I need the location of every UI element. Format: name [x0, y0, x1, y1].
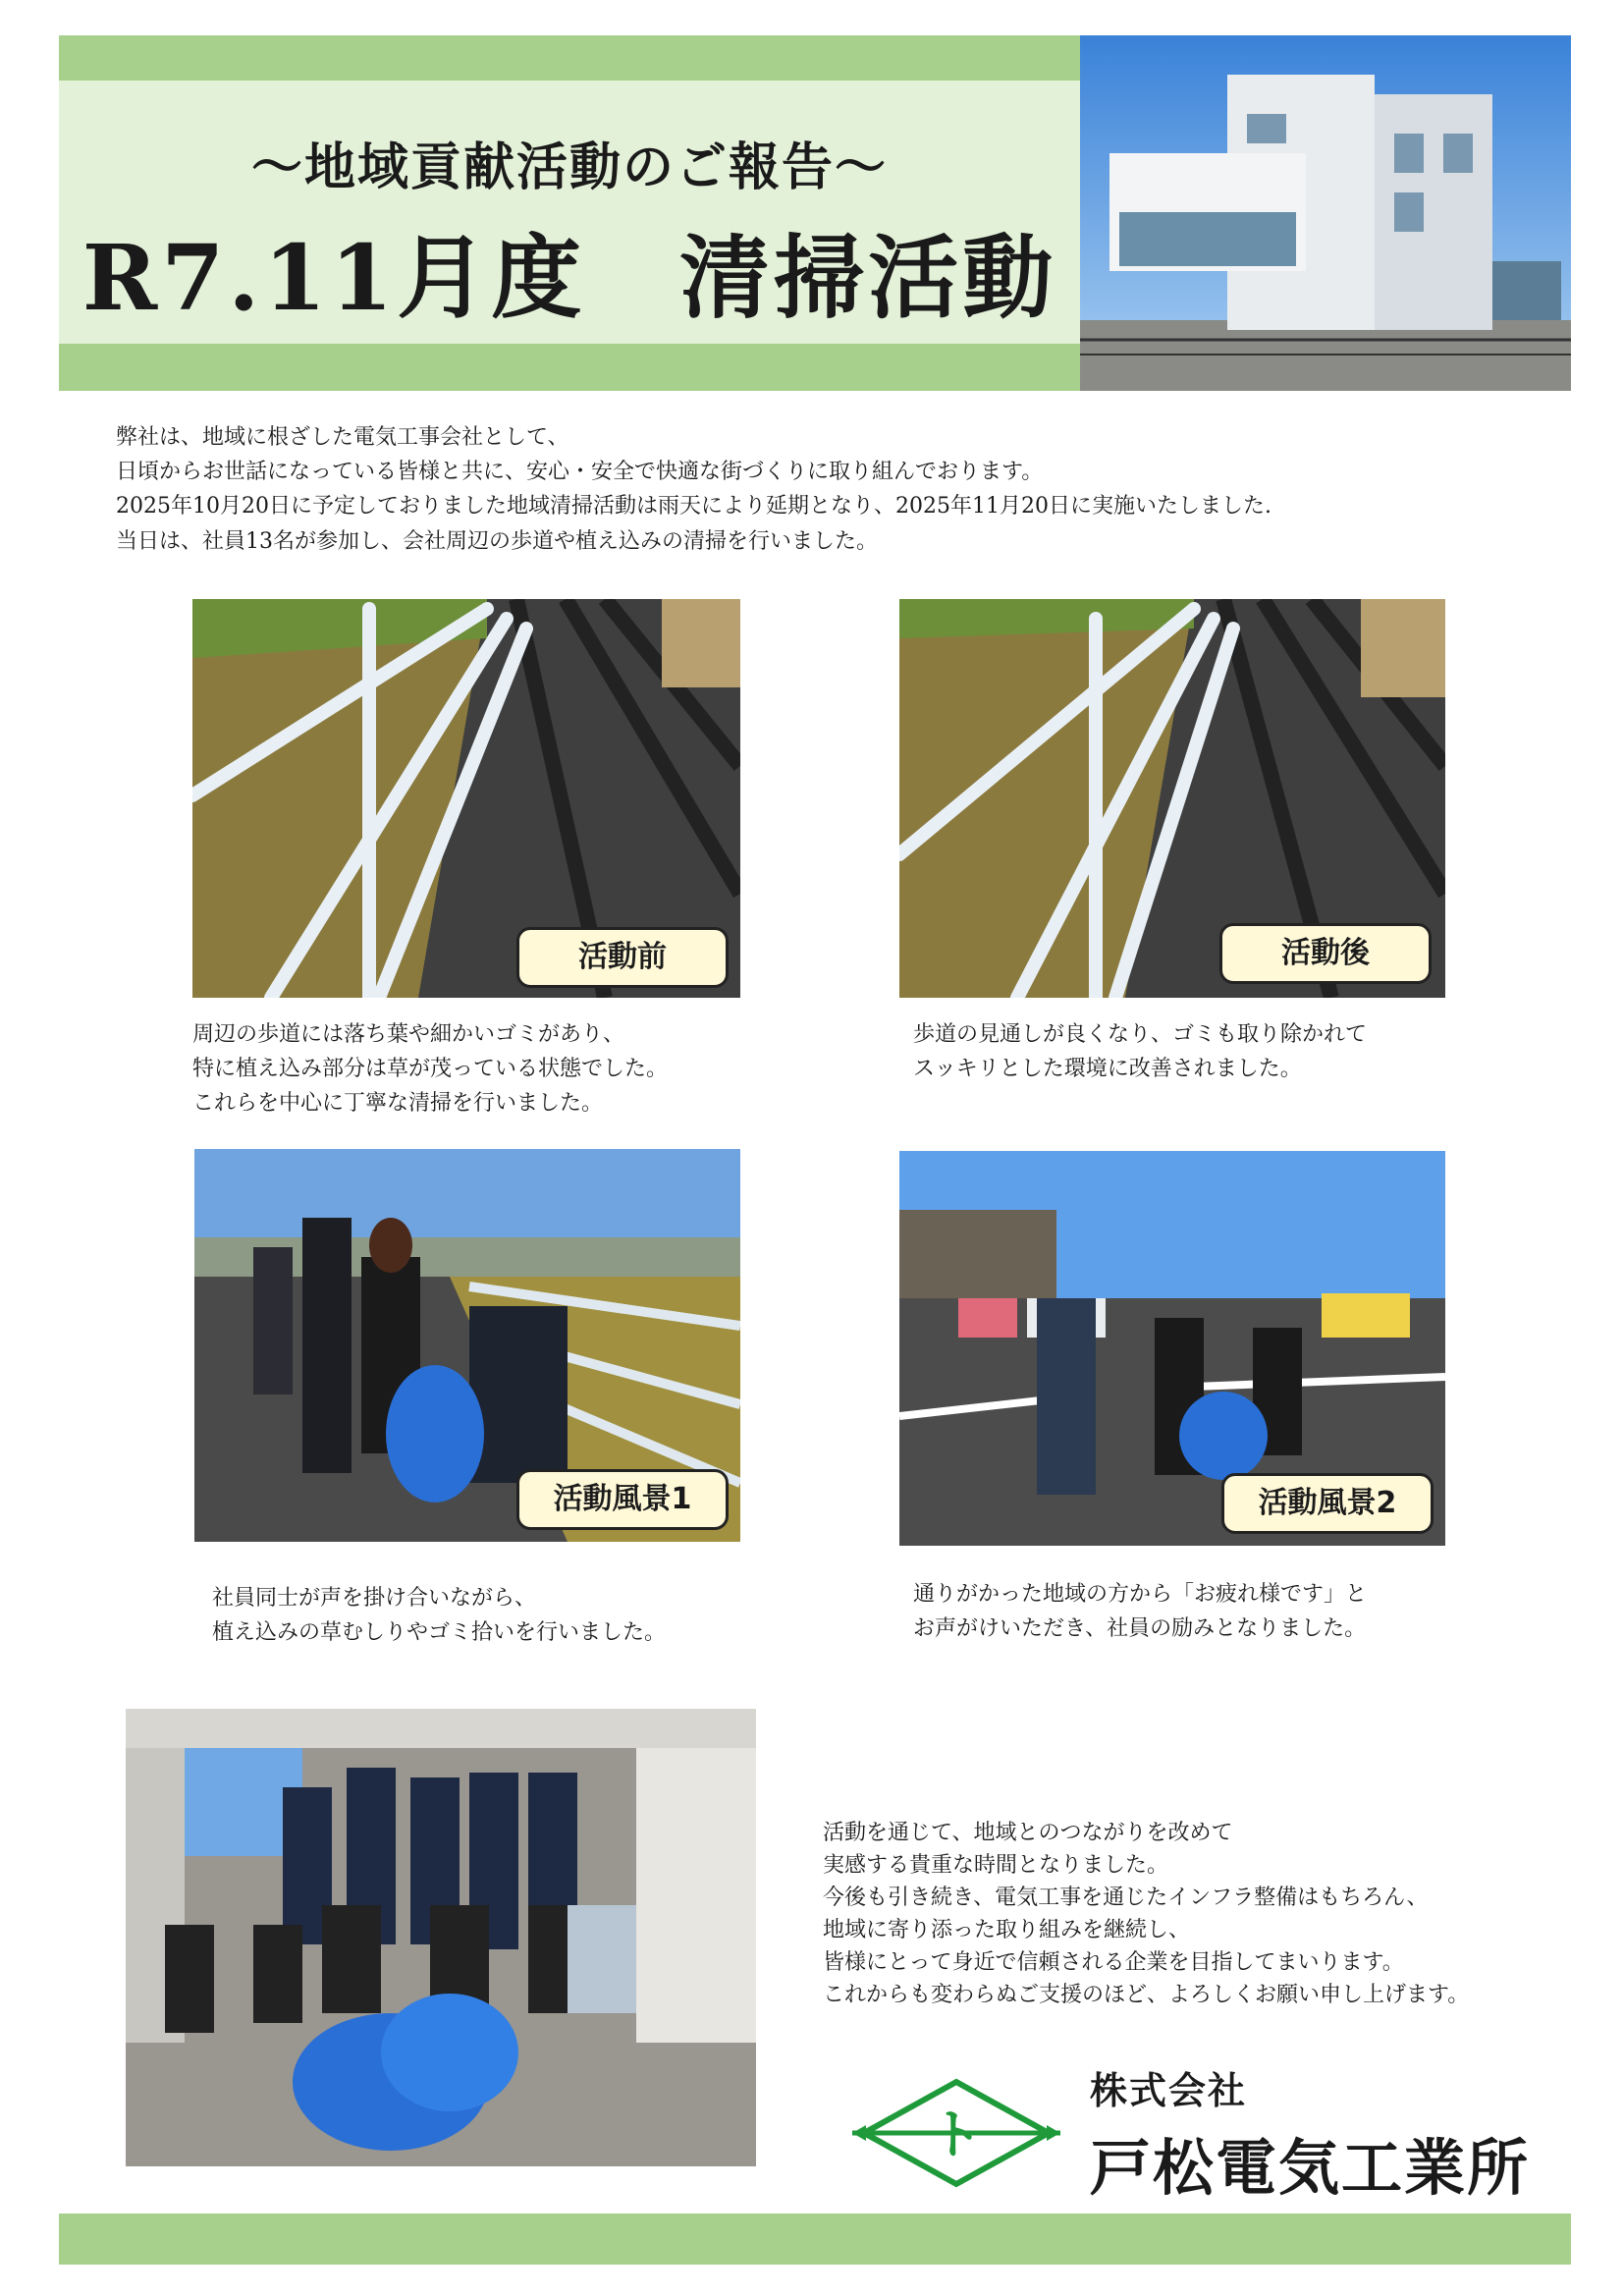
scene1-caption [212, 1581, 801, 1650]
scene2-label: 活動風景2 [1221, 1473, 1434, 1534]
company-prefix: 株式会社 [1090, 2068, 1248, 2112]
caption-line: 通りがかった地域の方から「お疲れ様です」と [913, 1582, 1368, 1607]
caption-line: お声がけいただき、社員の励みとなりました。 [913, 1616, 1367, 1642]
caption-line: 特に植え込み部分は草が茂っている状態でした。 [192, 1057, 669, 1082]
group-photo [126, 1709, 756, 2166]
after-caption [913, 1017, 1502, 1086]
caption-line: 歩道の見通しが良くなり、ゴミも取り除かれて [913, 1022, 1368, 1047]
scene2-photo [899, 1151, 1445, 1546]
caption-line: 植え込みの草むしりやゴミ拾いを行いました。 [212, 1620, 667, 1646]
before-label: 活動前 [516, 927, 729, 988]
page-subtitle: ～地域貢献活動のご報告～ [250, 137, 888, 197]
intro-line: 日頃からお世話になっている皆様と共に、安心・安全で快適な街づくりに取り組んでおります。 [116, 460, 1044, 485]
intro-line: 当日は、社員13名が参加し、会社周辺の歩道や植え込みの清掃を行いました。 [116, 528, 878, 554]
company-logo [852, 2072, 1060, 2194]
closing-line: 活動を通じて、地域とのつながりを改めて [823, 1821, 1233, 1845]
closing-text [823, 1817, 1569, 2011]
company-building-photo [1080, 35, 1571, 391]
scene1-photo [194, 1149, 740, 1542]
caption-line: これらを中心に丁寧な清掃を行いました。 [192, 1091, 604, 1117]
closing-line: 地域に寄り添った取り組みを継続し、 [823, 1918, 1191, 1942]
intro-line: 2025年10月20日に予定しておりました地域清掃活動は雨天により延期となり、2025年11月20日に実施いたしました. [116, 494, 1271, 519]
caption-line: スッキリとした環境に改善されました。 [913, 1057, 1302, 1082]
before-caption [192, 1017, 782, 1121]
header-bottom-bar [59, 344, 1080, 391]
before-photo [192, 599, 740, 998]
header-top-bar [59, 35, 1080, 81]
closing-line: 実感する貴重な時間となりました。 [823, 1853, 1169, 1878]
after-label: 活動後 [1219, 923, 1432, 984]
closing-line: 今後も引き続き、電気工事を通じたインフラ整備はもちろん、 [823, 1886, 1429, 1910]
intro-line: 弊社は、地域に根ざした電気工事会社として、 [116, 425, 569, 450]
closing-line: これからも変わらぬご支援のほど、よろしくお願い申し上げます。 [823, 1983, 1470, 2007]
scene1-label: 活動風景1 [516, 1469, 729, 1530]
scene2-caption [913, 1577, 1502, 1646]
company-name: 戸松電気工業所 [1090, 2132, 1531, 2204]
footer-bar [59, 2214, 1571, 2265]
closing-line: 皆様にとって身近で信頼される企業を目指してまいります。 [823, 1950, 1404, 1975]
page-title: R7.11月度 清掃活動 [81, 225, 1057, 331]
intro-text [116, 420, 1510, 559]
caption-line: 周辺の歩道には落ち葉や細かいゴミがあり、 [192, 1022, 625, 1047]
after-photo [899, 599, 1445, 998]
logo-glyph: ト [930, 2104, 983, 2165]
caption-line: 社員同士が声を掛け合いながら、 [212, 1586, 537, 1611]
